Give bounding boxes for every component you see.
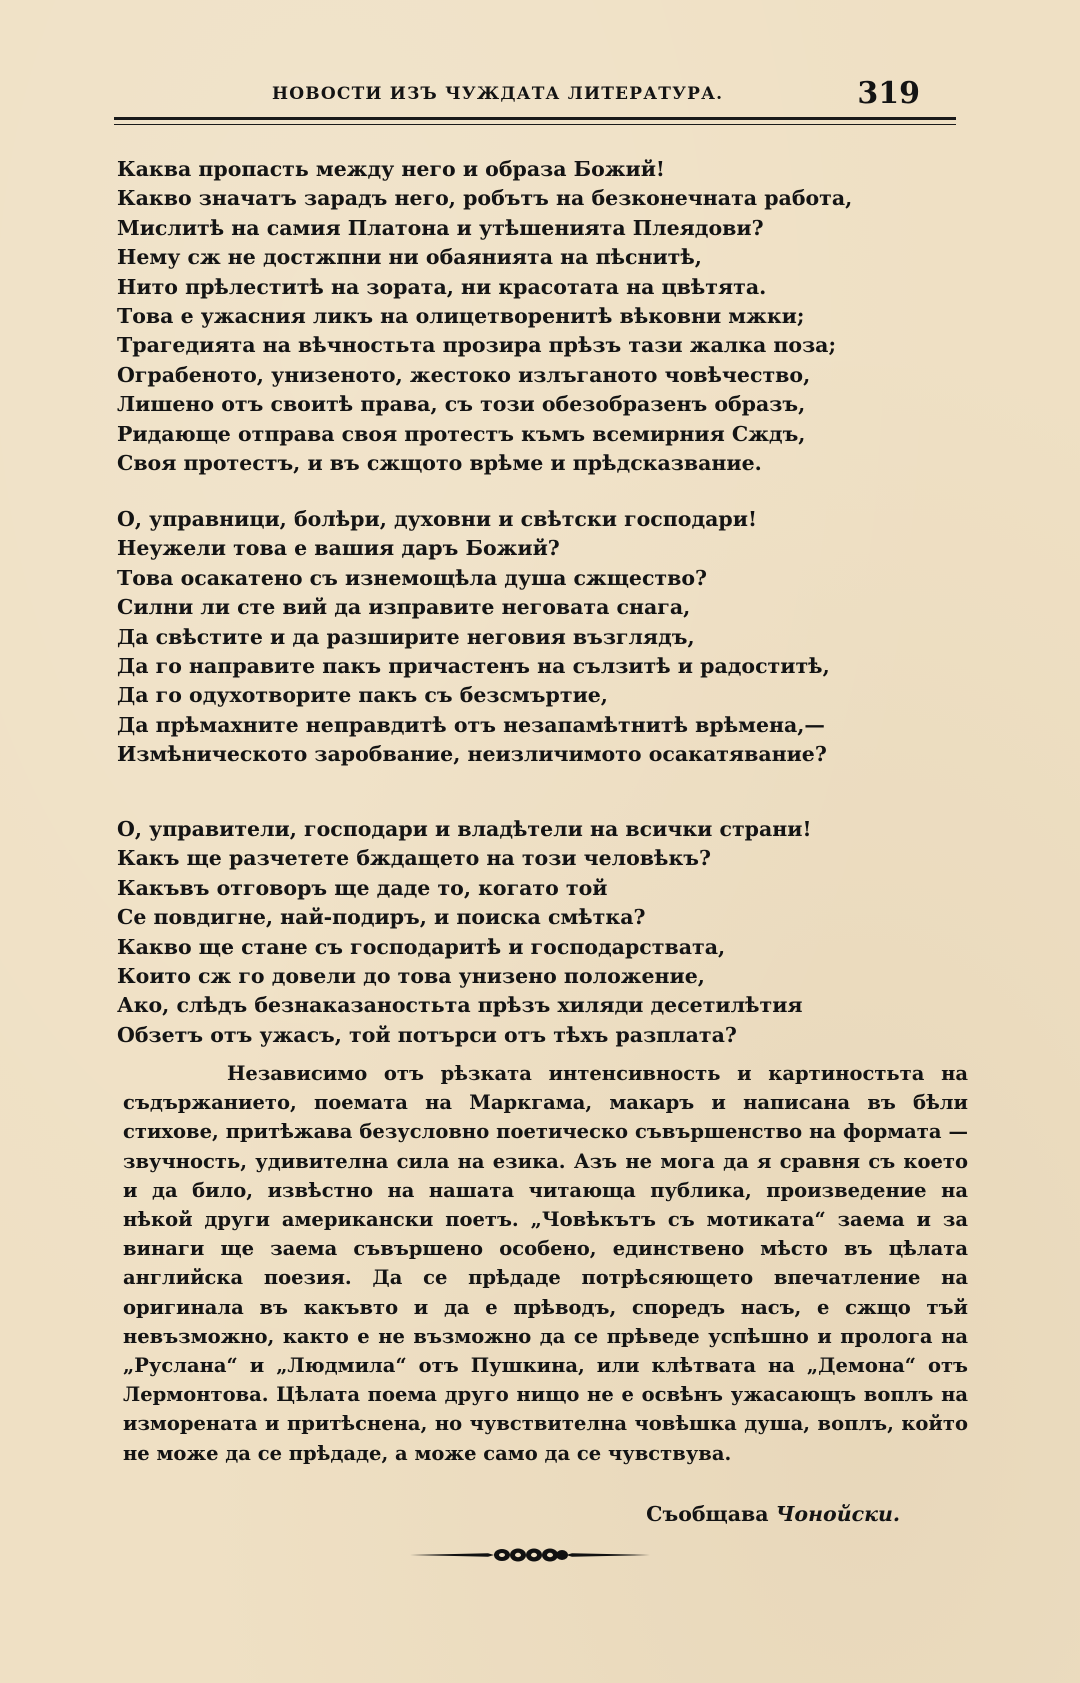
end-ornament-icon [410, 1544, 650, 1566]
poem-line: Това е ужасния ликъ на олицетворенитѣ вѣковни мжки; [117, 303, 805, 328]
poem-line: Нему сж не достжпни ни обаянията на пѣснитѣ, [117, 245, 702, 270]
poem-stanza-2 [117, 505, 977, 770]
poem-line: Това осакатено съ изнемощѣла душа сжщество? [117, 565, 708, 590]
poem-line: Измѣническото заробвание, неизличимото осакатявание? [117, 742, 827, 767]
poem-line: Ако, слѣдъ безнаказаностьта прѣзъ хиляди десетилѣтия [117, 993, 803, 1018]
poem-line: Своя протестъ, и въ сжщото врѣме и прѣдсказвание. [117, 450, 762, 475]
signature-name: Чонойски. [775, 1502, 900, 1526]
poem-line: Неужели това е вашия даръ Божий? [117, 536, 560, 561]
poem-line: Мислитѣ на самия Платона и утѣшенията Плеядови? [117, 215, 764, 240]
poem-line: Ограбеното, унизеното, жестоко излъганото човѣчество, [117, 362, 811, 387]
header-rule-thick [114, 117, 956, 120]
poem-stanza-3 [117, 815, 977, 1050]
running-head-title: НОВОСТИ ИЗЪ ЧУЖДАТА ЛИТЕРАТУРА. [272, 84, 724, 104]
poem-line: Да го направите пакъ причастенъ на сълзитѣ и радоститѣ, [117, 653, 830, 678]
poem-line: Какво ще стане съ господаритѣ и господарствата, [117, 934, 726, 959]
poem-line: Които сж го довели до това унизено положение, [117, 963, 705, 988]
poem-line: Да го одухотворите пакъ съ безсмъртие, [117, 683, 608, 708]
poem-line: Нито прѣлеститѣ на зората, ни красотата на цвѣтята. [117, 274, 767, 299]
poem-line: Трагедията на вѣчностьта прозира прѣзъ тази жалка поза; [117, 333, 837, 358]
poem-line: Се повдигне, най-подиръ, и поиска смѣтка? [117, 905, 646, 930]
commentary-paragraph: Независимо отъ рѣзката интенсивность и картиностьта на съдържанието, поемата на Маркгама, макаръ и написана въ бѣли стихове, притѣжава безусловно поетическо съвършенство на формата — звучность, удивителна сила на езика. Азъ не мога да я сравня съ което и да било, извѣстно на нашата читающа публика, произведение на нѣкой други американски поетъ. „Човѣкътъ съ мотиката“ заема и за винаги ще заема съвършено особено, единствено мѣсто въ цѣлата английска поезия. Да се прѣдаде потрѣсяющето впечатление на оригинала въ какъвто и да е прѣводъ, споредъ насъ, е сжщо тъй невъзможно, както е не възможно да се прѣведе успѣшно и пролога на „Руслана“ и „Людмила“ отъ Пушкина, или клѣтвата на „Демона“ отъ Лермонтова. Цѣлата поема друго нищо не е освѣнъ ужасающъ воплъ на изморената и притѣснена, но чувствителна човѣшка душа, воплъ, който не може да се прѣдаде, а може само да се чувствува. [123, 1062, 968, 1465]
signature [646, 1502, 900, 1526]
poem-line: Какво значатъ зарадъ него, робътъ на безконечната работа, [117, 186, 853, 211]
poem-line: Обзетъ отъ ужасъ, той потърси отъ тѣхъ разплата? [117, 1022, 737, 1047]
poem-line: О, управници, болѣри, духовни и свѣтски господари! [117, 507, 757, 531]
poem-line: Да свѣстите и да разширите неговия възглядъ, [117, 624, 695, 649]
header-rule-thin [114, 124, 956, 125]
page-number: 319 [857, 76, 920, 111]
poem-line: Да прѣмахните неправдитѣ отъ незапамѣтнитѣ врѣмена,— [117, 712, 825, 737]
poem-line: Каква пропасть между него и образа Божий! [117, 157, 665, 181]
poem-stanza-1 [117, 155, 977, 478]
poem-line: Ридающе отправа своя протестъ къмъ всемирния Сждъ, [117, 421, 806, 446]
poem-line: Силни ли сте вий да изправите неговата снага, [117, 595, 691, 620]
poem-line: Какъ ще разчетете бждащето на този человѣкъ? [117, 846, 711, 871]
signature-prefix: Съобщава [646, 1502, 769, 1526]
poem-line: Какъвъ отговоръ ще даде то, когато той [117, 875, 608, 900]
poem-line: О, управители, господари и владѣтели на всички страни! [117, 817, 812, 841]
poem-line: Лишено отъ своитѣ права, съ този обезобразенъ образъ, [117, 392, 806, 417]
running-head [114, 70, 956, 118]
